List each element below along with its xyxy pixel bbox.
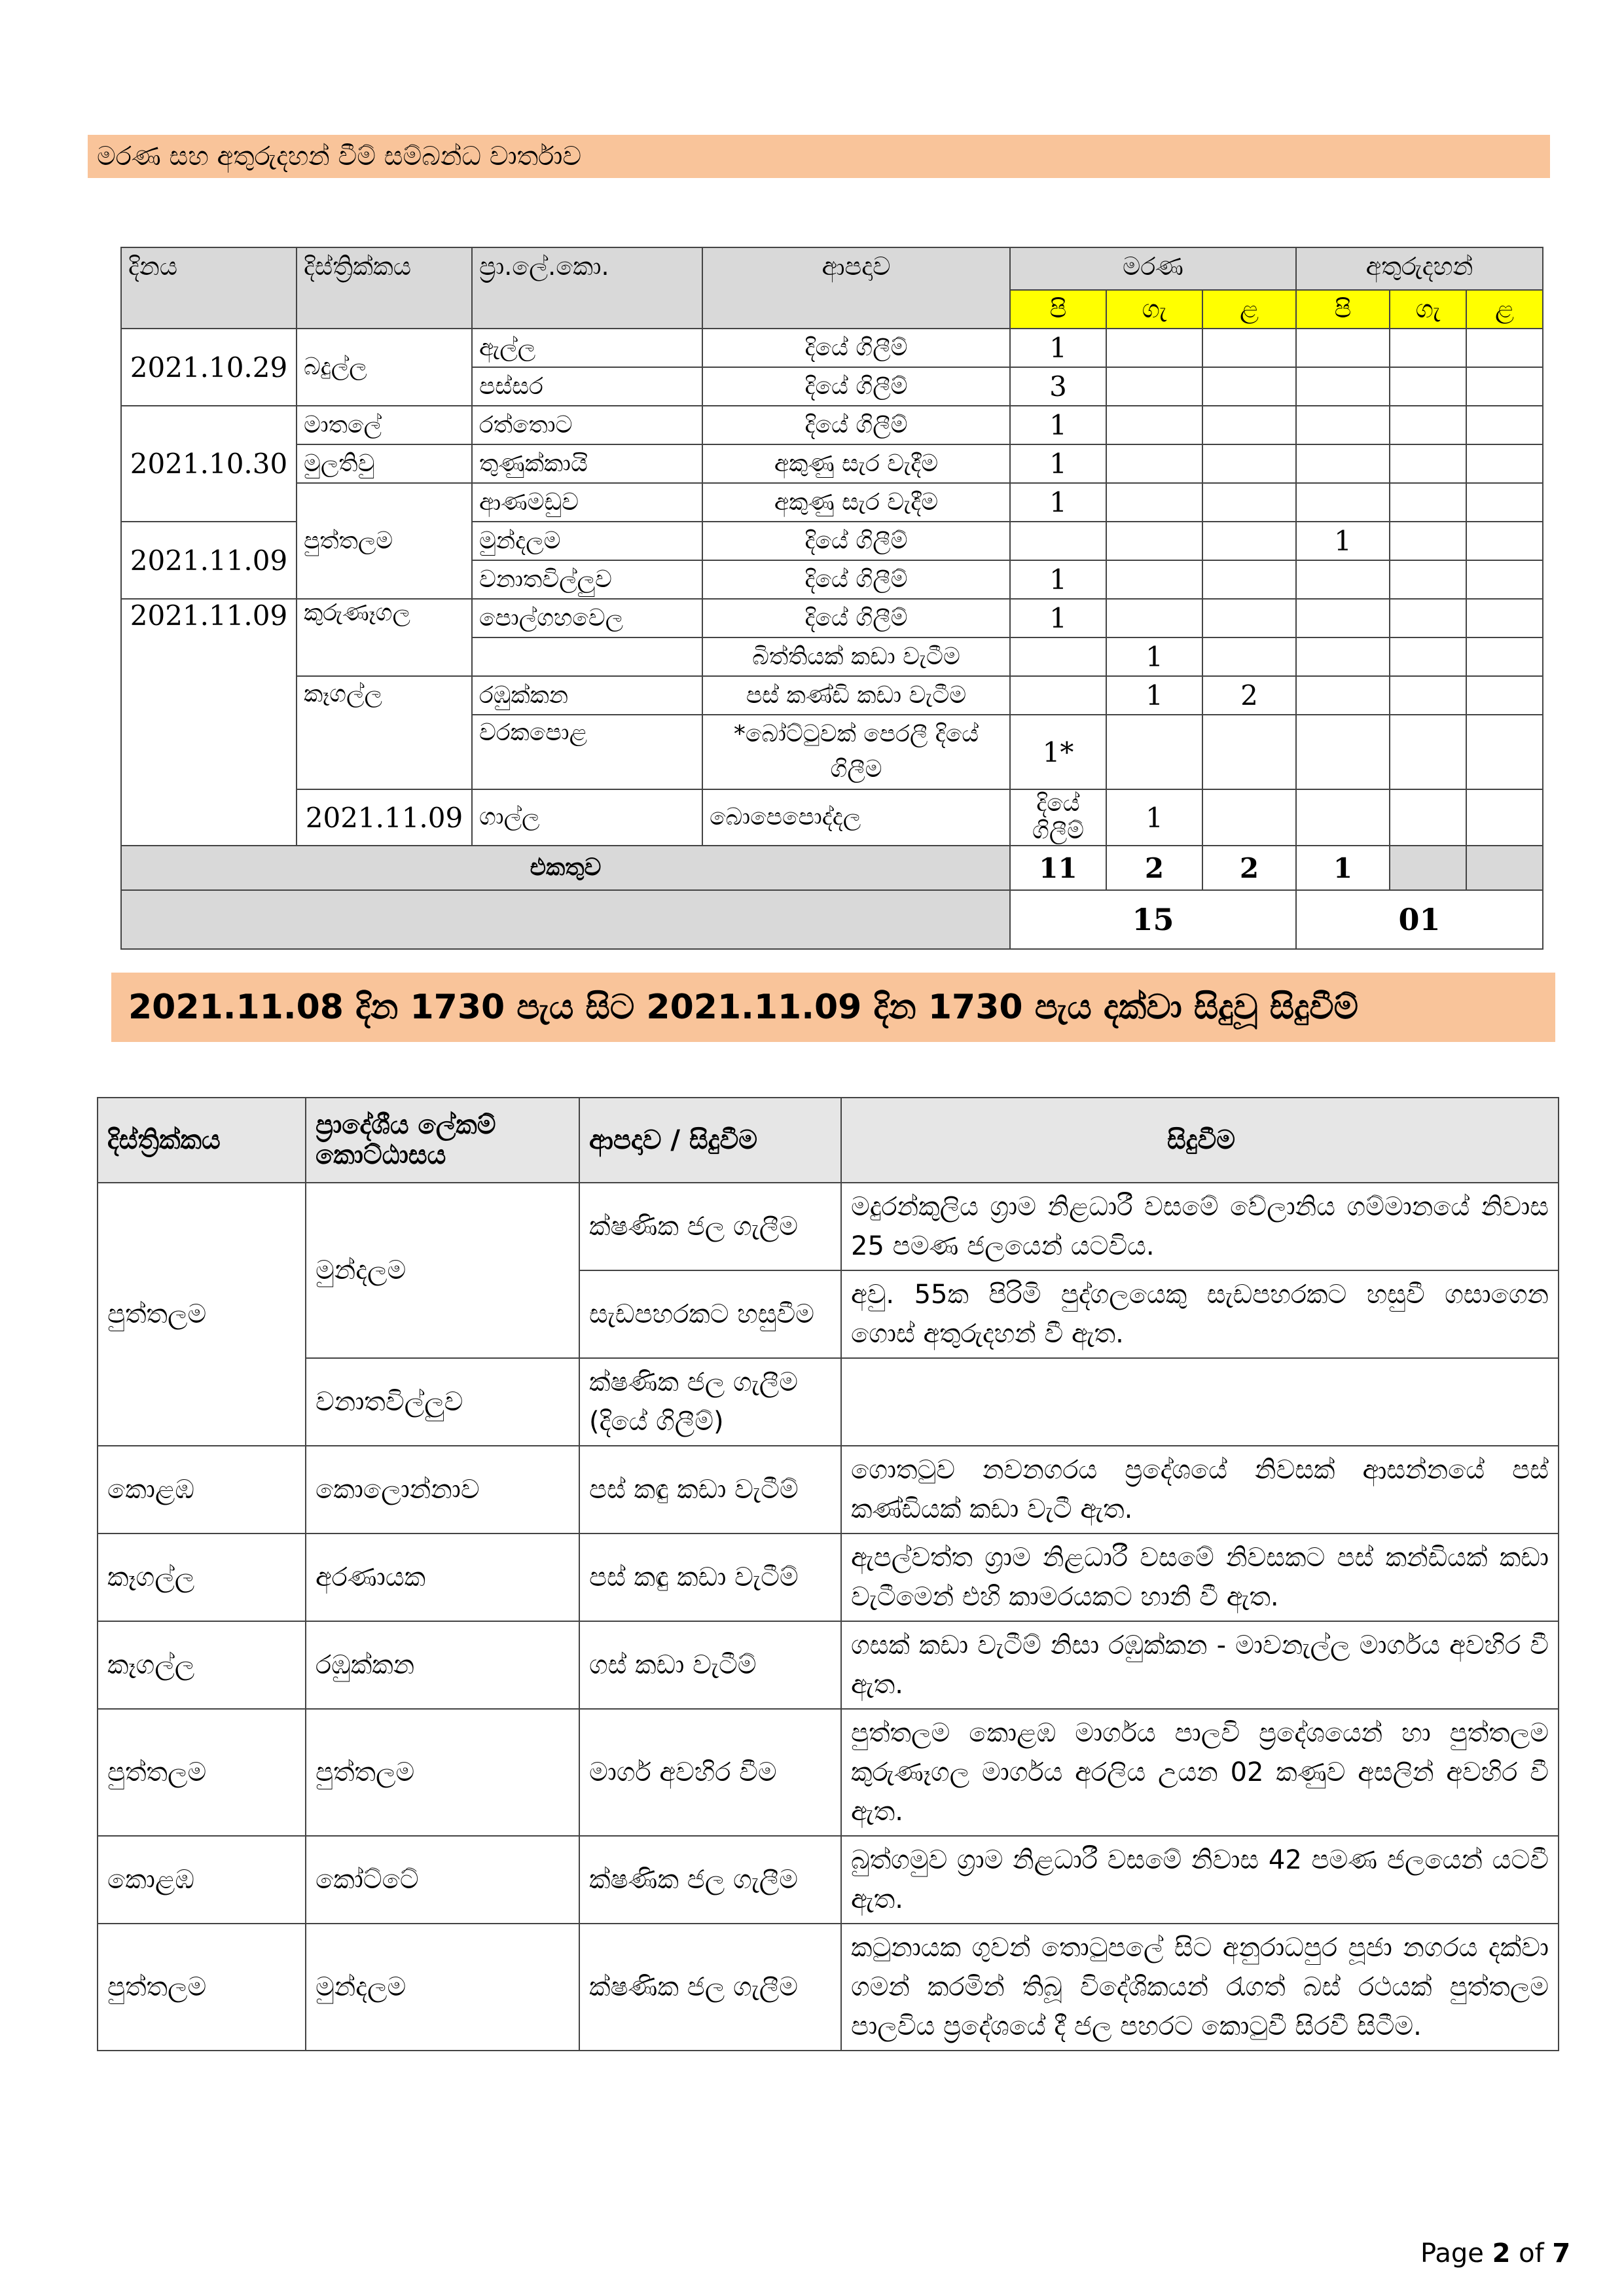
deaths-female-cell	[1106, 599, 1202, 637]
missing-female-cell	[1390, 444, 1466, 483]
missing-female-cell	[1390, 599, 1466, 637]
missing-male-cell	[1390, 789, 1466, 846]
missing-male-cell	[1296, 367, 1390, 406]
total-deaths-female: 2	[1106, 846, 1202, 890]
missing-female-cell	[1390, 560, 1466, 599]
district-cell: කෑගල්ල	[98, 1621, 306, 1709]
page-label: Page	[1420, 2238, 1484, 2269]
deaths-child-cell	[1202, 637, 1296, 676]
dsd-cell: මුන්දලම	[472, 522, 702, 560]
table-row	[121, 329, 1543, 367]
total-missing-child	[1466, 846, 1543, 890]
hazard-cell: අකුණු සැර වැදීම	[702, 483, 1010, 522]
header-date: දිනය	[121, 247, 297, 329]
deaths-child-cell	[1202, 444, 1296, 483]
missing-male-cell	[1296, 560, 1390, 599]
missing-female-cell	[1390, 637, 1466, 676]
missing-child-cell	[1466, 676, 1543, 715]
missing-child-cell	[1466, 522, 1543, 560]
page-number	[1420, 2238, 1570, 2269]
incident-cell: පුත්තලම කොළඹ මාර්ගය පාලවි ප්‍රදේශයෙන් හා පුත්තලම කුරුණෑගල මාර්ගය අරලිය උයන 02 කණුව අසලින් අවහිර වී ඇත.	[841, 1709, 1559, 1836]
incident-cell: අවු. 55ක පිරිමි පුද්ගලයෙකු සැඩපහරකට හසුවී ගසාගෙන ගොස් අතුරුදහන් වී ඇත.	[841, 1270, 1559, 1358]
grand-total-spacer	[121, 890, 1010, 949]
deaths-female-cell	[1106, 560, 1202, 599]
hazard-cell: පස් කණ්ඩි කඩා වැටීම	[702, 676, 1010, 715]
page-total: 7	[1552, 2238, 1571, 2269]
hazard-cell: දියේ ගිලීම්	[702, 599, 1010, 637]
section-title-deaths: මරණ සහ අතුරුදහන් වීම් සම්බන්ධ වාර්තාව	[88, 135, 1550, 178]
district-cell: කෑගල්ල	[297, 676, 472, 789]
deaths-child-cell	[1202, 715, 1296, 789]
deaths-male-cell: 1	[1010, 599, 1106, 637]
missing-child-cell	[1466, 599, 1543, 637]
deaths-female-cell	[1106, 367, 1202, 406]
hazard-cell: දියේ ගිලීම්	[702, 367, 1010, 406]
missing-female-cell	[1390, 406, 1466, 444]
total-missing-male: 1	[1296, 846, 1390, 890]
deaths-child-cell	[1202, 367, 1296, 406]
deaths-male-cell: 1*	[1010, 715, 1106, 789]
deaths-child-cell	[1296, 789, 1390, 846]
deaths-child-cell	[1202, 560, 1296, 599]
total-missing-female	[1390, 846, 1466, 890]
grand-total-row	[121, 890, 1543, 949]
deaths-female-cell	[1106, 715, 1202, 789]
missing-child-cell	[1466, 329, 1543, 367]
table-row	[98, 1709, 1559, 1836]
deaths-male-cell: 1	[1010, 560, 1106, 599]
table-row	[121, 483, 1543, 522]
hazard-cell: ක්ෂණික ජල ගැලීම	[579, 1924, 841, 2051]
missing-male-cell	[1296, 406, 1390, 444]
deaths-child-cell	[1202, 483, 1296, 522]
table-row	[121, 599, 1543, 637]
hazard-cell: ක්ෂණික ජල ගැලීම	[579, 1183, 841, 1270]
header-dsd: ප්‍රා.ලේ.කො.	[472, 247, 702, 329]
missing-child-cell	[1466, 444, 1543, 483]
table-row	[98, 1534, 1559, 1621]
dsd-cell: වනාතවිල්ලුව	[472, 560, 702, 599]
header-incident: සිදුවීම	[841, 1098, 1559, 1183]
header-missing-male: පි	[1296, 290, 1390, 329]
date-cell: 2021.11.09	[121, 522, 297, 599]
missing-child-cell	[1466, 406, 1543, 444]
hazard-cell: *බෝට්ටුවක් පෙරලී දියේ ගිලීම	[702, 715, 1010, 789]
missing-female-cell	[1466, 789, 1543, 846]
deaths-male-cell	[1010, 637, 1106, 676]
hazard-cell: දියේ ගිලීම්	[1010, 789, 1106, 846]
header-hazard: ආපදාව	[702, 247, 1010, 329]
header-deaths-male: පි	[1010, 290, 1106, 329]
district-cell: මාතලේ	[297, 406, 472, 444]
district-cell: පුත්තලම	[98, 1709, 306, 1836]
dsd-cell: පුත්තලම	[306, 1709, 579, 1836]
table-row	[121, 444, 1543, 483]
incident-cell	[841, 1358, 1559, 1446]
dsd-cell	[472, 637, 702, 676]
hazard-cell: දියේ ගිලීම්	[702, 560, 1010, 599]
hazard-cell: ක්ෂණික ජල ගැලීම (දියේ ගිලීම්)	[579, 1358, 841, 1446]
date-cell: 2021.10.29	[121, 329, 297, 406]
hazard-cell: ගස් කඩා වැටීම්	[579, 1621, 841, 1709]
deaths-child-cell	[1202, 329, 1296, 367]
total-deaths-male: 11	[1010, 846, 1106, 890]
deaths-female-cell: 1	[1106, 676, 1202, 715]
missing-child-cell	[1466, 367, 1543, 406]
missing-male-cell	[1296, 329, 1390, 367]
district-cell: පුත්තලම	[98, 1183, 306, 1446]
header-missing-child: ළ	[1466, 290, 1543, 329]
missing-female-cell	[1390, 676, 1466, 715]
deaths-male-cell: 1	[1106, 789, 1202, 846]
dsd-cell: මුන්දලම	[306, 1924, 579, 2051]
header-deaths-female: ගැ	[1106, 290, 1202, 329]
incident-cell: කටුනායක ගුවන් තොටුපලේ සිට අනුරාධපුර පූජා නගරය දක්වා ගමන් කරමින් තිබූ විදේශිකයන් රැගත් බස් රථයක් පුත්තලම පාලවිය ප්‍රදේශයේ දී ජල පහරට කොටුවී සිරවී සිටීම.	[841, 1924, 1559, 2051]
deaths-male-cell: 1	[1010, 329, 1106, 367]
dsd-cell: රඹුක්කන	[472, 676, 702, 715]
district-cell: කොළඹ	[98, 1446, 306, 1534]
header-dsd: ප්‍රාදේශීය ලේකම් කොට්ඨාසය	[306, 1098, 579, 1183]
dsd-cell: කොලොන්නාව	[306, 1446, 579, 1534]
district-cell: බදුල්ල	[297, 329, 472, 406]
missing-male-cell	[1296, 444, 1390, 483]
missing-child-cell	[1466, 637, 1543, 676]
date-cell: 2021.11.09	[297, 789, 472, 846]
header-missing-female: ගැ	[1390, 290, 1466, 329]
missing-female-cell	[1390, 367, 1466, 406]
missing-male-cell: 1	[1296, 522, 1390, 560]
dsd-cell: තුණුක්කායි	[472, 444, 702, 483]
deaths-male-cell: 1	[1010, 483, 1106, 522]
dsd-cell: ආණමඩුව	[472, 483, 702, 522]
header-hazard: ආපදාව / සිදුවීම	[579, 1098, 841, 1183]
hazard-cell: ක්ෂණික ජල ගැලීම	[579, 1836, 841, 1924]
incident-cell: ගසක් කඩා වැටීම් නිසා රඹුක්කන - මාවනැල්ල මාර්ගය අවහිර වී ඇත.	[841, 1621, 1559, 1709]
district-cell: කොළඹ	[98, 1836, 306, 1924]
district-cell: ගාල්ල	[472, 789, 702, 846]
grand-total-missing: 01	[1296, 890, 1543, 949]
missing-male-cell	[1296, 483, 1390, 522]
grand-total-deaths: 15	[1010, 890, 1296, 949]
dsd-cell: කෝට්ටේ	[306, 1836, 579, 1924]
district-cell: කුරුණෑගල	[297, 599, 472, 676]
header-deaths: මරණ	[1010, 247, 1296, 290]
hazard-cell: බිත්තියක් කඩා වැටීම	[702, 637, 1010, 676]
date-cell: 2021.11.09	[121, 599, 297, 846]
table-row	[98, 1621, 1559, 1709]
table-row	[121, 676, 1543, 715]
missing-child-cell	[1466, 483, 1543, 522]
district-cell: කෑගල්ල	[98, 1534, 306, 1621]
table-row	[98, 1924, 1559, 2051]
deaths-child-cell	[1202, 406, 1296, 444]
dsd-cell: රත්තොට	[472, 406, 702, 444]
missing-male-cell	[1296, 676, 1390, 715]
deaths-child-cell	[1202, 522, 1296, 560]
district-cell: මුලතිවු	[297, 444, 472, 483]
hazard-cell: මාර්ග අවහිර වීම	[579, 1709, 841, 1836]
incidents-table	[97, 1097, 1559, 2051]
header-district: දිස්ත්‍රික්කය	[297, 247, 472, 329]
missing-child-cell	[1466, 560, 1543, 599]
header-missing: අතුරුදහන්	[1296, 247, 1543, 290]
district-cell: පුත්තලම	[297, 483, 472, 599]
header-district: දිස්ත්‍රික්කය	[98, 1098, 306, 1183]
hazard-cell: පස් කඳු කඩා වැටීම්	[579, 1446, 841, 1534]
deaths-child-cell	[1202, 599, 1296, 637]
totals-row	[121, 846, 1543, 890]
header-deaths-child: ළ	[1202, 290, 1296, 329]
table-row	[121, 789, 1543, 846]
page-current: 2	[1492, 2238, 1511, 2269]
deaths-male-cell	[1010, 676, 1106, 715]
total-label: එකතුව	[121, 846, 1010, 890]
date-cell: 2021.10.30	[121, 406, 297, 522]
deaths-female-cell	[1202, 789, 1296, 846]
incident-cell: ගොතටුව නවනගරය ප්‍රදේශයේ නිවසක් ආසන්නයේ පස් කණ්ඩියක් කඩා වැටී ඇත.	[841, 1446, 1559, 1534]
dsd-cell: අරණායක	[306, 1534, 579, 1621]
deaths-male-cell: 3	[1010, 367, 1106, 406]
total-deaths-child: 2	[1202, 846, 1296, 890]
missing-male-cell	[1296, 715, 1390, 789]
deaths-male-cell: 1	[1010, 444, 1106, 483]
incident-cell: මදුරන්කුලිය ග්‍රාම නිළධාරී වසමේ වේලානිය ගම්මානයේ නිවාස 25 පමණ ජලයෙන් යටවිය.	[841, 1183, 1559, 1270]
incident-cell: ඇපල්වත්ත ග්‍රාම නිළධාරී වසමේ නිවසකට පස් කන්ඩියක් කඩා වැටීමෙන් එහි කාමරයකට හානි වී ඇත.	[841, 1534, 1559, 1621]
missing-female-cell	[1390, 522, 1466, 560]
missing-female-cell	[1390, 715, 1466, 789]
hazard-cell: දියේ ගිලීම්	[702, 522, 1010, 560]
missing-female-cell	[1390, 483, 1466, 522]
deaths-female-cell	[1106, 329, 1202, 367]
deaths-male-cell: 1	[1010, 406, 1106, 444]
hazard-cell: සැඩපහරකට හසුවීම	[579, 1270, 841, 1358]
missing-male-cell	[1296, 637, 1390, 676]
deaths-female-cell	[1106, 522, 1202, 560]
deaths-male-cell	[1010, 522, 1106, 560]
incident-cell: බුත්ගමුව ග්‍රාම නිළධාරී වසමේ නිවාස 42 පමණ ජලයෙන් යටවී ඇත.	[841, 1836, 1559, 1924]
deaths-female-cell	[1106, 483, 1202, 522]
table-row	[98, 1358, 1559, 1446]
missing-female-cell	[1390, 329, 1466, 367]
missing-child-cell	[1466, 715, 1543, 789]
table-row	[121, 406, 1543, 444]
dsd-cell: මුන්දලම	[306, 1183, 579, 1358]
missing-male-cell	[1296, 599, 1390, 637]
dsd-cell: පස්සර	[472, 367, 702, 406]
dsd-cell: රඹුක්කන	[306, 1621, 579, 1709]
deaths-female-cell	[1106, 406, 1202, 444]
deaths-female-cell: 1	[1106, 637, 1202, 676]
section-title-incidents: 2021.11.08 දින 1730 පැය සිට 2021.11.09 දින 1730 පැය දක්වා සිදුවූ සිදුවීම්	[111, 973, 1555, 1042]
dsd-cell: පොල්ගහවෙල	[472, 599, 702, 637]
deaths-child-cell: 2	[1202, 676, 1296, 715]
dsd-cell: වනාතවිල්ලුව	[306, 1358, 579, 1446]
table-row	[98, 1183, 1559, 1270]
table-row	[98, 1836, 1559, 1924]
dsd-cell: වරකපොළ	[472, 715, 702, 789]
table-row	[98, 1446, 1559, 1534]
hazard-cell: පස් කඳු කඩා වැටීම්	[579, 1534, 841, 1621]
dsd-cell: ඇල්ල	[472, 329, 702, 367]
page-of: of	[1519, 2238, 1544, 2269]
deaths-female-cell	[1106, 444, 1202, 483]
dsd-cell: බොපෙපොද්දල	[702, 789, 1010, 846]
hazard-cell: දියේ ගිලීම්	[702, 329, 1010, 367]
deaths-missing-table	[120, 247, 1543, 950]
hazard-cell: දියේ ගිලීම්	[702, 406, 1010, 444]
district-cell: පුත්තලම	[98, 1924, 306, 2051]
hazard-cell: අකුණු සැර වැදීම	[702, 444, 1010, 483]
